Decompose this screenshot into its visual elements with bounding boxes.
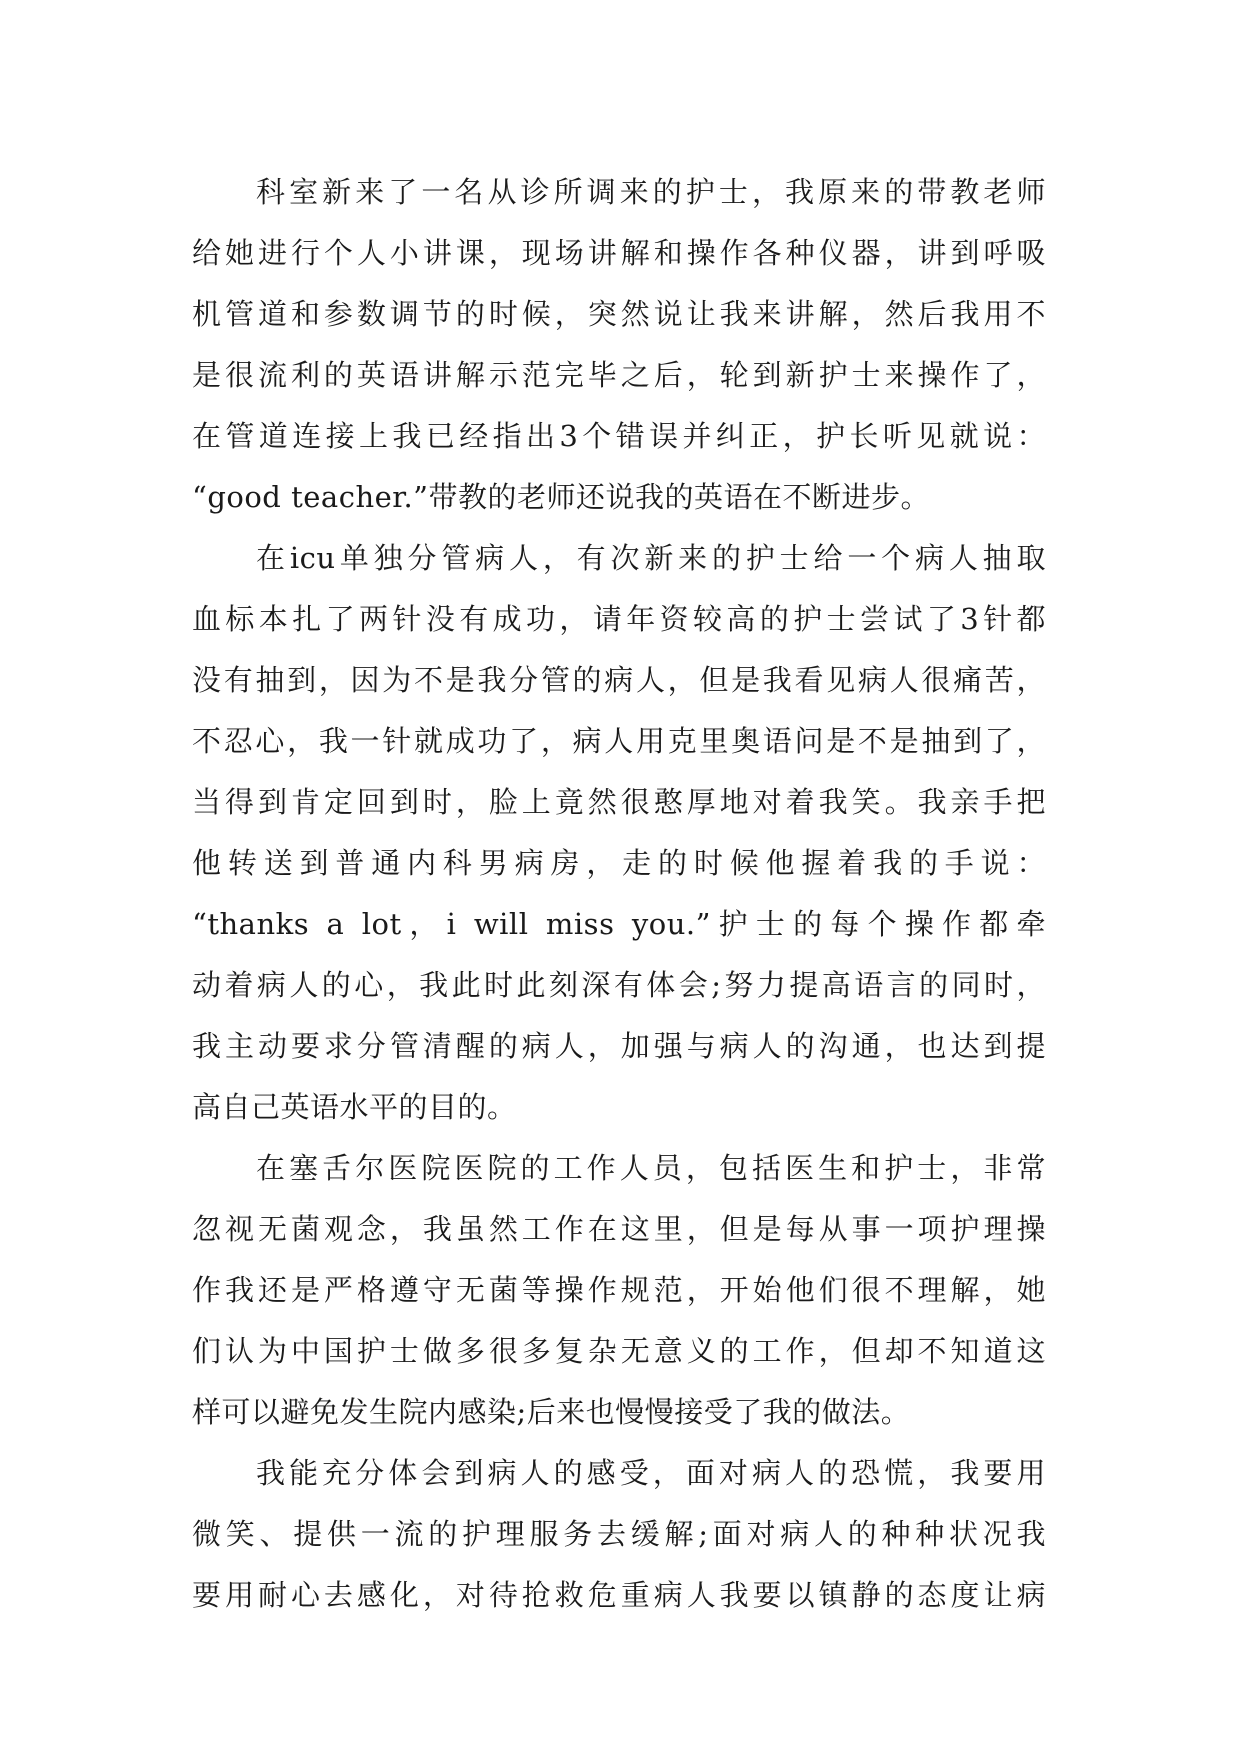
text-line: 科室新来了一名从诊所调来的护士，我原来的带教老师	[256, 175, 1046, 209]
text-line: 忽视无菌观念，我虽然工作在这里，但是每从事一项护理操	[192, 1212, 1046, 1246]
text-line: 当得到肯定回到时，脸上竟然很憨厚地对着我笑。我亲手把	[192, 785, 1046, 819]
text-line: 机管道和参数调节的时候，突然说让我来讲解，然后我用不	[192, 297, 1046, 331]
text-line: 在管道连接上我已经指出3个错误并纠正，护长听见就说：	[192, 419, 1046, 453]
text-line: 我能充分体会到病人的感受，面对病人的恐慌，我要用	[256, 1456, 1046, 1490]
text-line: 不忍心，我一针就成功了，病人用克里奥语问是不是抽到了，	[192, 724, 1046, 758]
text-line: “good teacher.”带教的老师还说我的英语在不断进步。	[192, 480, 930, 514]
text-line: 我主动要求分管清醒的病人，加强与病人的沟通，也达到提	[192, 1029, 1046, 1063]
text-line: 作我还是严格遵守无菌等操作规范，开始他们很不理解，她	[192, 1273, 1046, 1307]
text-line: 给她进行个人小讲课，现场讲解和操作各种仪器，讲到呼吸	[192, 236, 1046, 270]
paragraph-2	[192, 528, 1046, 1138]
text-line: 血标本扎了两针没有成功，请年资较高的护士尝试了3针都	[192, 602, 1046, 636]
paragraph-4	[192, 1443, 1046, 1626]
text-line: 微笑、提供一流的护理服务去缓解;面对病人的种种状况我	[192, 1517, 1046, 1551]
text-line: 样可以避免发生院内感染;后来也慢慢接受了我的做法。	[192, 1395, 911, 1429]
text-line: 没有抽到，因为不是我分管的病人，但是我看见病人很痛苦，	[192, 663, 1046, 697]
paragraph-1	[192, 162, 1046, 528]
text-line: “thanks a lot，i will miss you.”护士的每个操作都牵	[192, 907, 1046, 941]
text-line: 在塞舌尔医院医院的工作人员，包括医生和护士，非常	[256, 1151, 1046, 1185]
text-line: 们认为中国护士做多很多复杂无意义的工作，但却不知道这	[192, 1334, 1046, 1368]
text-line: 要用耐心去感化，对待抢救危重病人我要以镇静的态度让病	[192, 1578, 1046, 1612]
paragraph-3	[192, 1138, 1046, 1443]
text-line: 他转送到普通内科男病房，走的时候他握着我的手说：	[192, 846, 1046, 880]
text-line: 是很流利的英语讲解示范完毕之后，轮到新护士来操作了，	[192, 358, 1046, 392]
text-line: 动着病人的心，我此时此刻深有体会;努力提高语言的同时，	[192, 968, 1046, 1002]
text-line: 在icu单独分管病人，有次新来的护士给一个病人抽取	[256, 541, 1046, 575]
text-line: 高自己英语水平的目的。	[192, 1090, 517, 1124]
document-body	[192, 162, 1046, 1626]
